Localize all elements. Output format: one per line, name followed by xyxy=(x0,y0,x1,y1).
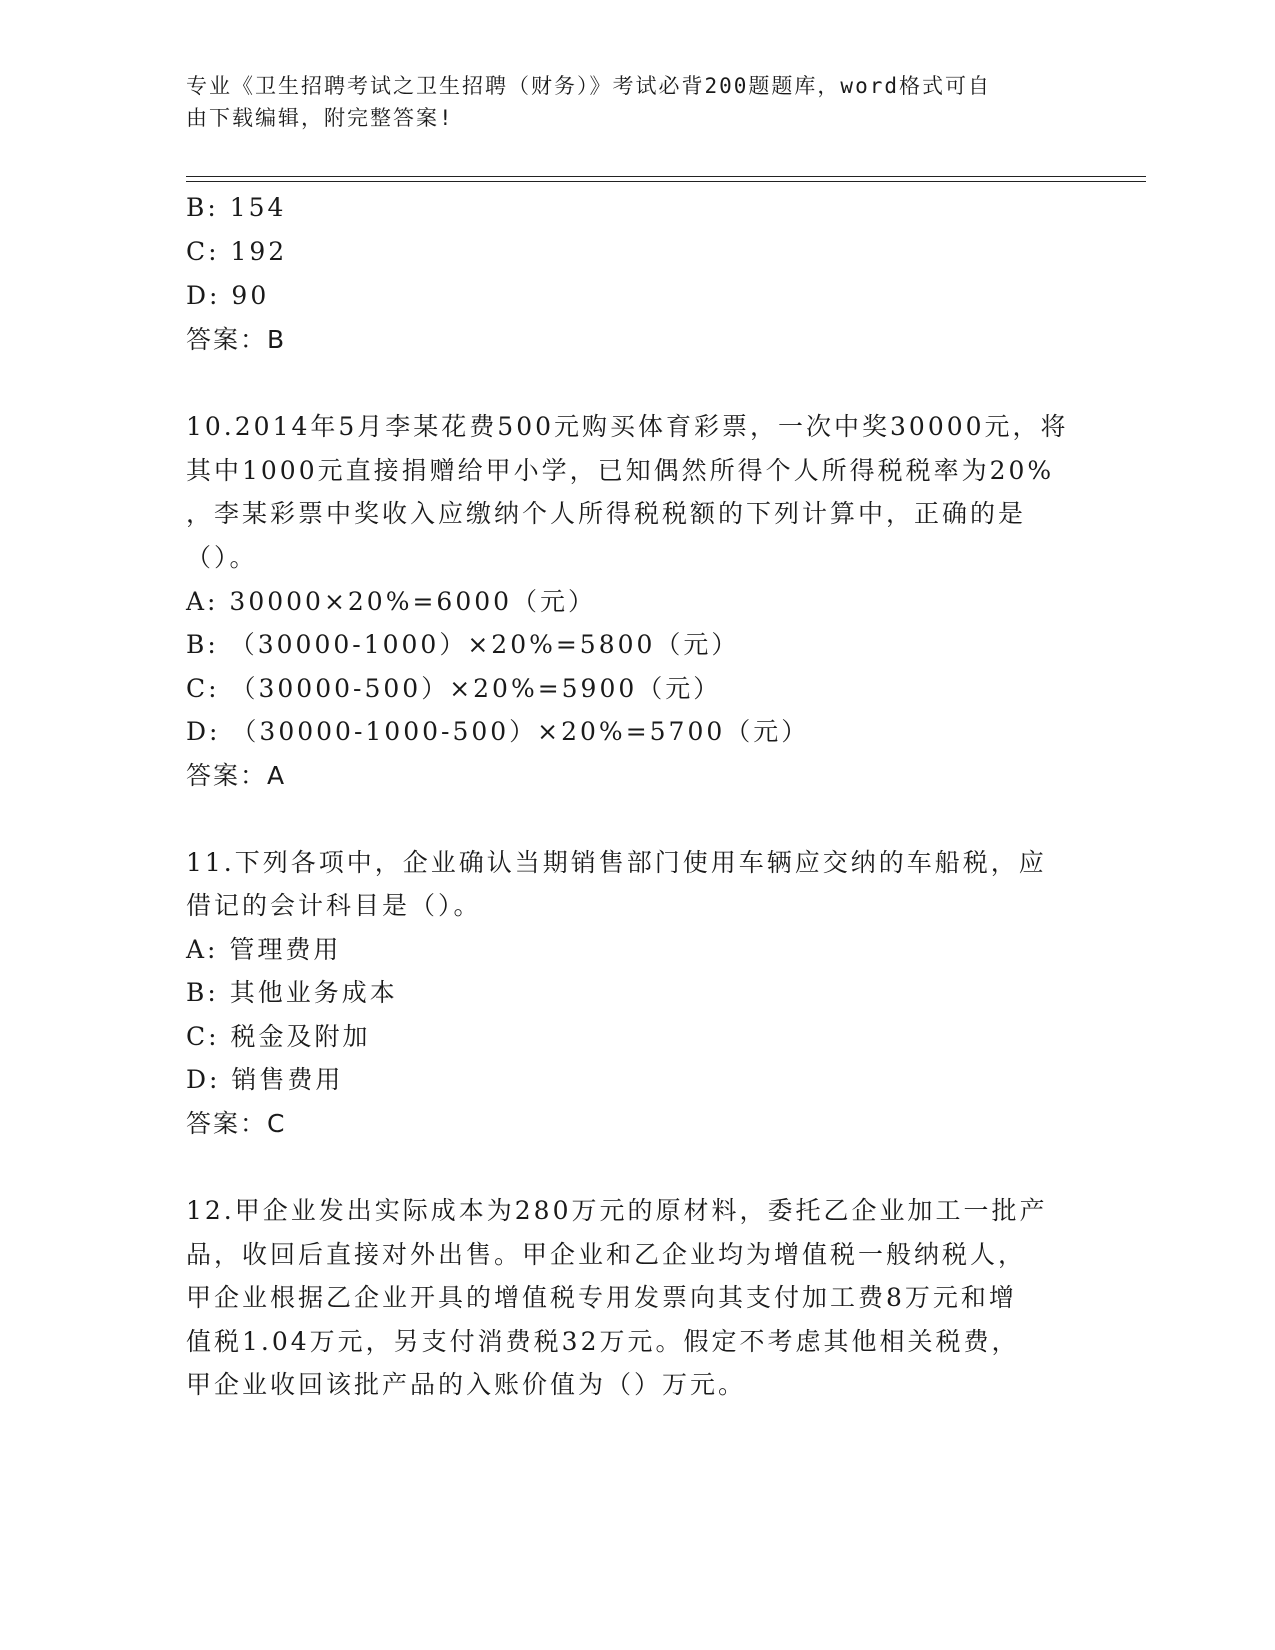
q11-option-b: B: 其他业务成本 xyxy=(186,978,398,1007)
q12-stem-line-2: 品，收回后直接对外出售。甲企业和乙企业均为增值税一般纳税人， xyxy=(186,1240,1027,1269)
q10-stem-line-2: 其中1000元直接捐赠给甲小学，已知偶然所得个人所得税税率为20% xyxy=(186,456,1055,485)
q12-stem-line-4: 值税1.04万元，另支付消费税32万元。假定不考虑其他相关税费， xyxy=(186,1327,1020,1356)
q9-answer: 答案：B xyxy=(186,325,287,354)
q10-option-b: B: （30000-1000）×20%=5800（元） xyxy=(186,630,740,659)
document-header xyxy=(186,70,1066,134)
q10-option-a: A: 30000×20%=6000（元） xyxy=(186,587,597,616)
q11-answer: 答案：C xyxy=(186,1109,287,1138)
q9-option-c: C: 192 xyxy=(186,237,288,266)
header-rule-bottom xyxy=(186,181,1146,182)
q10-stem-line-1: 10.2014年5月李某花费500元购买体育彩票，一次中奖30000元，将 xyxy=(186,412,1069,441)
q12-stem-line-1: 12.甲企业发出实际成本为280万元的原材料，委托乙企业加工一批产 xyxy=(186,1196,1048,1225)
q10-stem-line-3: ，李某彩票中奖收入应缴纳个人所得税税额的下列计算中，正确的是 xyxy=(186,499,1027,528)
q11-option-c: C: 税金及附加 xyxy=(186,1022,371,1051)
header-line-2: 由下载编辑，附完整答案! xyxy=(186,106,454,130)
q11-stem-line-2: 借记的会计科目是（）。 xyxy=(186,891,482,920)
q12-stem-line-3: 甲企业根据乙企业开具的增值税专用发票向其支付加工费8万元和增 xyxy=(186,1283,1017,1312)
q12-stem-line-5: 甲企业收回该批产品的入账价值为（）万元。 xyxy=(186,1370,747,1399)
header-line-1: 专业《卫生招聘考试之卫生招聘（财务）》考试必背200题题库，word格式可自 xyxy=(186,74,991,98)
q10-answer: 答案：A xyxy=(186,761,287,790)
q10-option-c: C: （30000-500）×20%=5900（元） xyxy=(186,674,722,703)
q9-option-b: B: 154 xyxy=(186,193,287,222)
q9-option-d: D: 90 xyxy=(186,281,270,310)
header-rule-top xyxy=(186,176,1146,177)
q10-stem-line-4: （）。 xyxy=(186,543,258,572)
q11-option-d: D: 销售费用 xyxy=(186,1065,344,1094)
q11-stem-line-1: 11.下列各项中，企业确认当期销售部门使用车辆应交纳的车船税，应 xyxy=(186,848,1047,877)
q10-option-d: D: （30000-1000-500）×20%=5700（元） xyxy=(186,717,810,746)
q11-option-a: A: 管理费用 xyxy=(186,935,342,964)
